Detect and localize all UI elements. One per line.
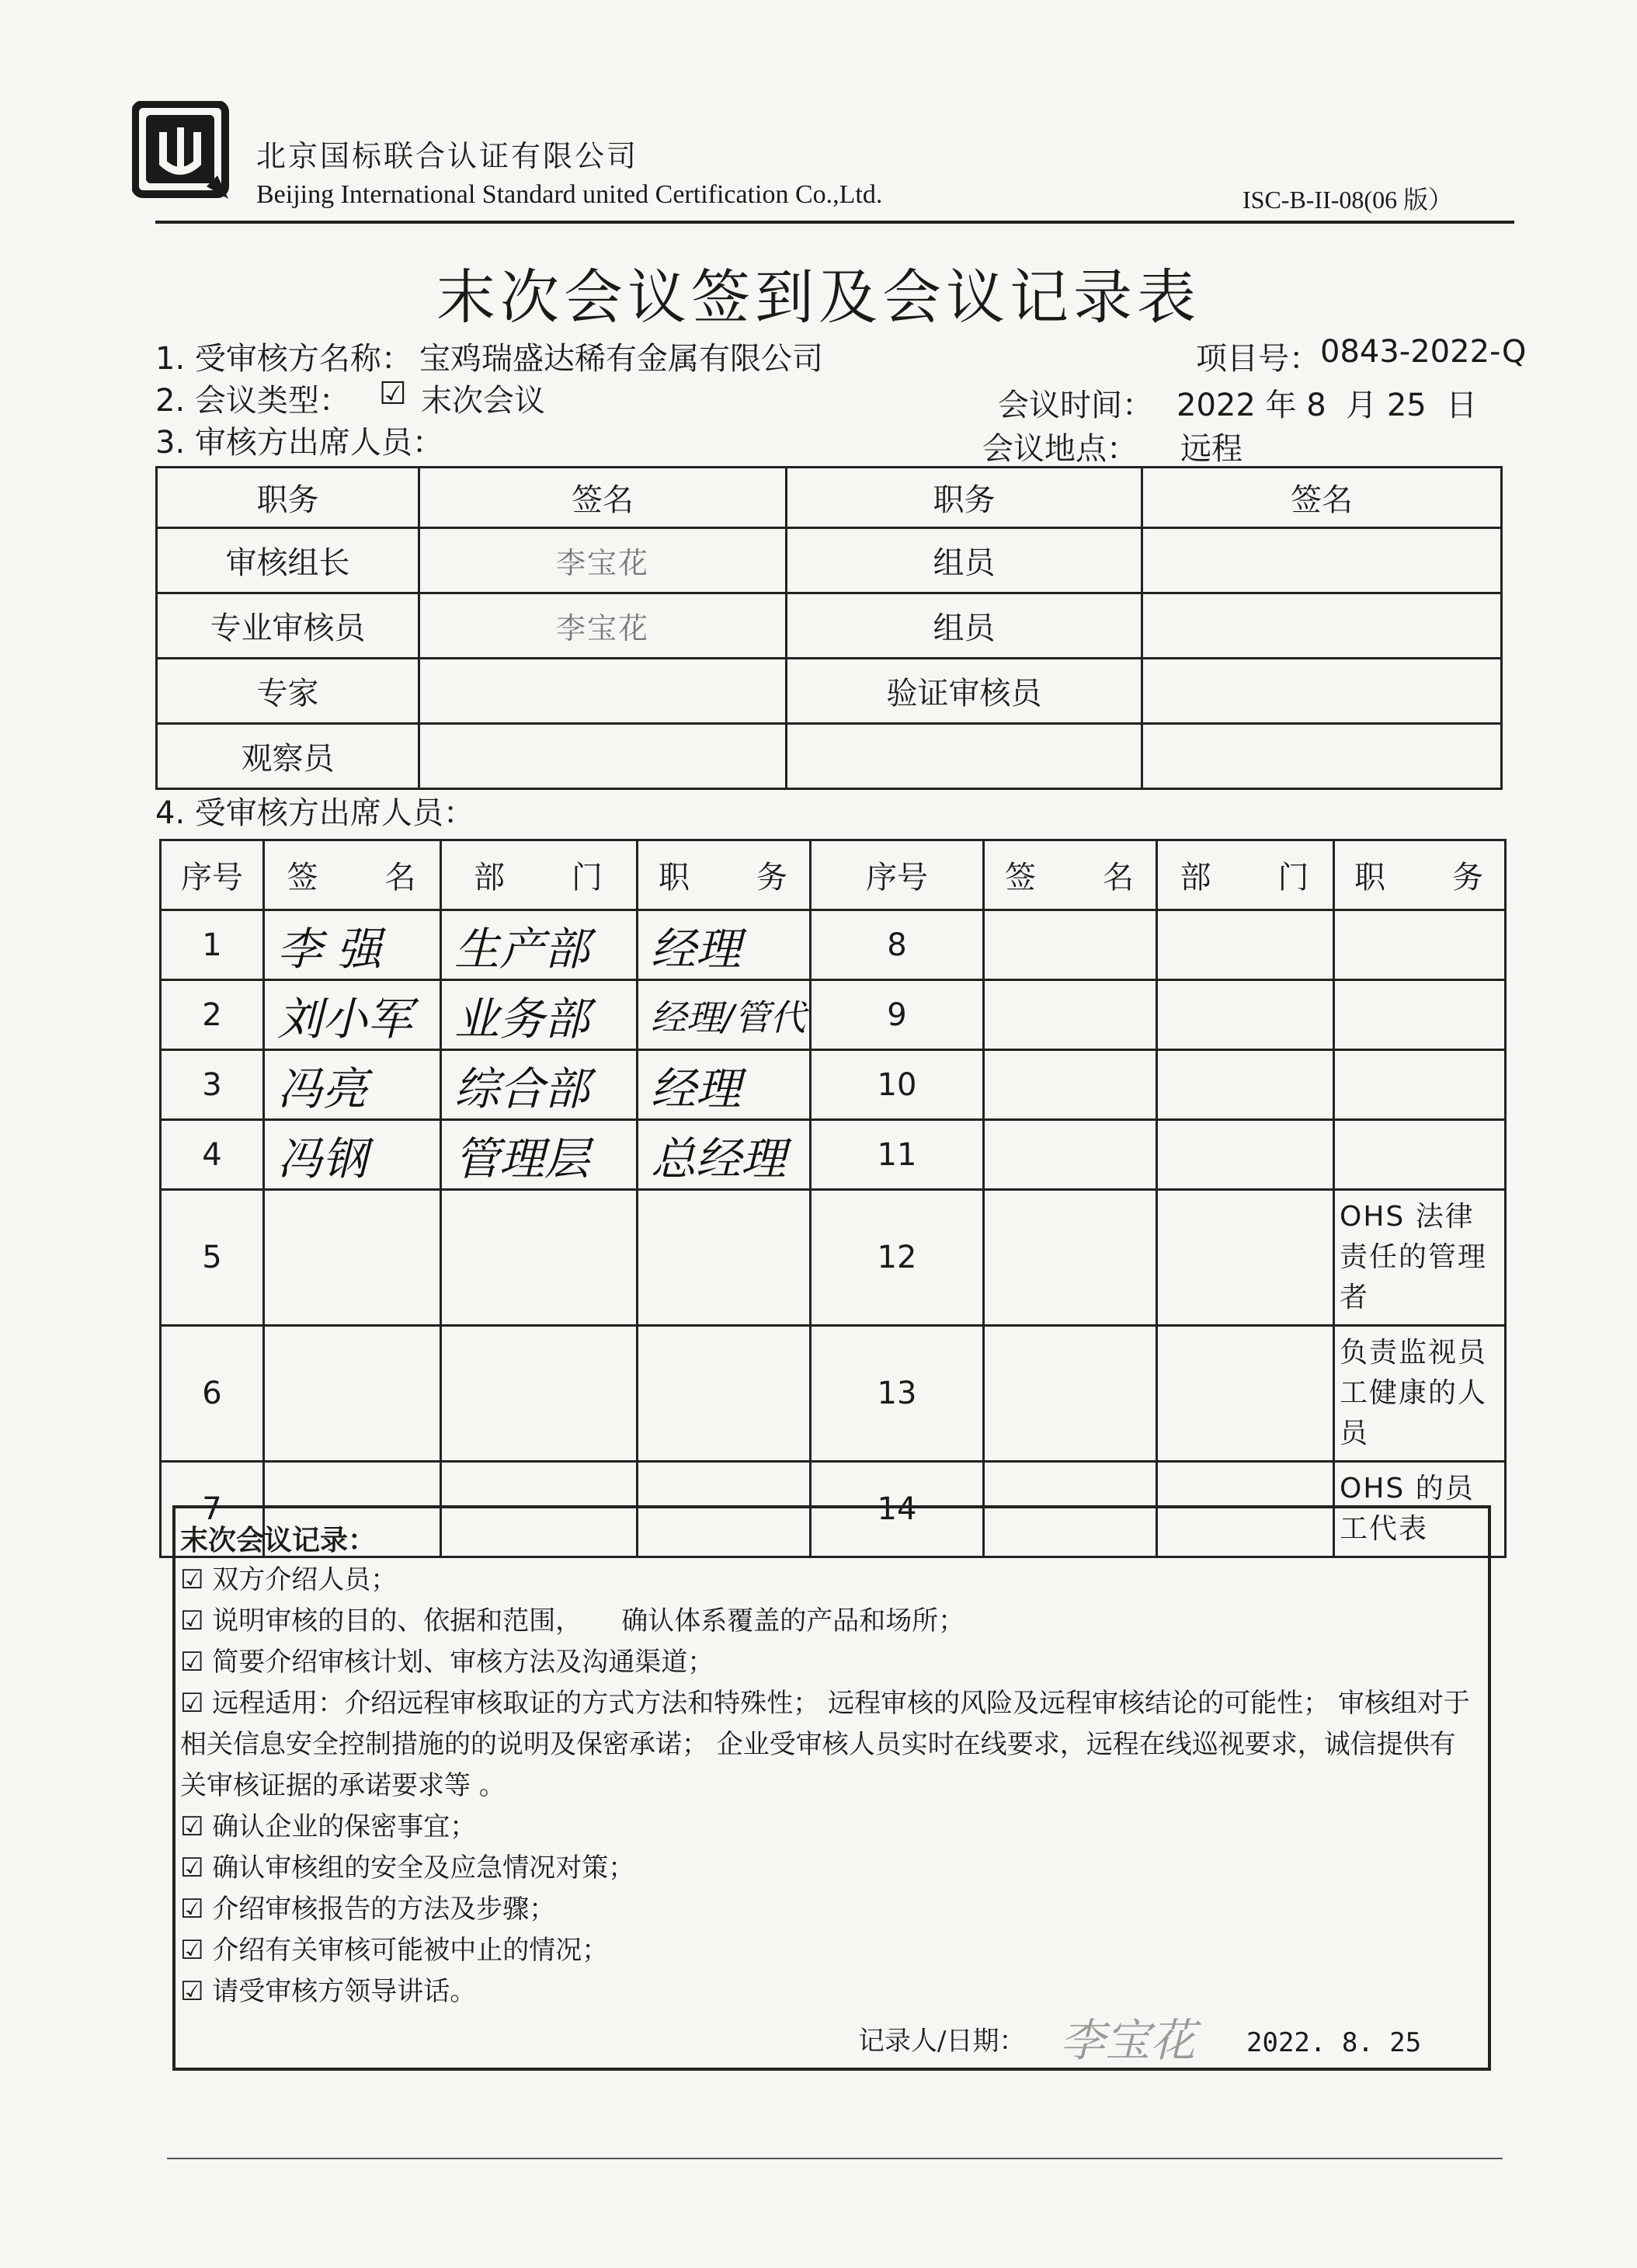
list-item: ☑ 说明审核的目的、依据和范围， 确认体系覆盖的产品和场所；: [180, 1605, 965, 1637]
list-item: ☑ 介绍审核报告的方法及步骤；: [180, 1894, 556, 1925]
department-cell: [1157, 1120, 1334, 1190]
col-header-role: 职务: [787, 468, 1142, 528]
list-item: ☑ 介绍有关审核可能被中止的情况；: [180, 1935, 609, 1966]
position-cell: [638, 1326, 811, 1462]
department-cell: [1157, 910, 1334, 980]
meeting-time-label: 会议时间：: [998, 388, 1153, 423]
table-header-row: [161, 840, 1506, 910]
project-number: 0843-2022-Q: [1320, 334, 1527, 370]
company-name-en: Beijing International Standard united Certification Co.,Ltd.: [256, 180, 883, 209]
meeting-time: 2022 年 8 月 25 日: [1176, 388, 1478, 423]
table-row: [161, 1120, 1506, 1190]
signature-cell: [1142, 528, 1502, 593]
department-cell: 生产部: [441, 910, 638, 980]
role-cell: 专业审核员: [157, 593, 419, 659]
signature-cell: [419, 724, 787, 789]
signature-cell: 李宝花: [419, 528, 787, 593]
col-header-number: 序号: [811, 840, 984, 910]
row-number: 8: [811, 910, 984, 980]
meeting-type-checkbox: ☑: [379, 376, 407, 412]
row-number: 7: [161, 1462, 264, 1557]
table-row: [161, 1326, 1506, 1462]
table-row: [161, 980, 1506, 1050]
row-number: 4: [161, 1120, 264, 1190]
role-cell: 审核组长: [157, 528, 419, 593]
department-cell: [441, 1326, 638, 1462]
table-header-row: [157, 468, 1502, 528]
signature-cell: [264, 1190, 441, 1326]
role-cell: 组员: [787, 528, 1142, 593]
department-cell: 业务部: [441, 980, 638, 1050]
meeting-type: 末次会议: [421, 383, 545, 419]
col-header-signature: 签名: [1142, 468, 1502, 528]
position-cell: OHS 法律责任的管理者: [1334, 1190, 1506, 1326]
meeting-record-list: [180, 1560, 1477, 2012]
signature-cell: [984, 1050, 1157, 1120]
col-header-department: 部 门: [441, 840, 638, 910]
department-cell: [1157, 1190, 1334, 1326]
department-cell: [1157, 1050, 1334, 1120]
list-item: ☑ 确认企业的保密事宜；: [180, 1811, 477, 1842]
signature-cell: 李 强: [264, 910, 441, 980]
department-cell: [1157, 1326, 1334, 1462]
row-number: 14: [811, 1462, 984, 1557]
footer-divider: [167, 2158, 1503, 2159]
signature-cell: [984, 1120, 1157, 1190]
row-number: 9: [811, 980, 984, 1050]
signature-cell: [264, 1326, 441, 1462]
signature-cell: [419, 659, 787, 724]
table-row: [157, 724, 1502, 789]
role-cell: 观察员: [157, 724, 419, 789]
position-cell: 经理/管代: [638, 980, 811, 1050]
department-cell: [441, 1190, 638, 1326]
table-row: [161, 910, 1506, 980]
signature-cell: [1142, 724, 1502, 789]
row-number: 3: [161, 1050, 264, 1120]
position-cell: 负责监视员工健康的人员: [1334, 1326, 1506, 1462]
department-cell: [1157, 980, 1334, 1050]
list-item: ☑ 简要介绍审核计划、审核方法及沟通渠道；: [180, 1647, 714, 1678]
col-header-signature: 签名: [419, 468, 787, 528]
role-cell: 组员: [787, 593, 1142, 659]
role-cell: 验证审核员: [787, 659, 1142, 724]
list-item: ☑ 确认审核组的安全及应急情况对策；: [180, 1852, 635, 1884]
row-number: 2: [161, 980, 264, 1050]
company-logo: [132, 101, 233, 202]
role-cell: [787, 724, 1142, 789]
page-title: 末次会议签到及会议记录表: [436, 263, 1201, 332]
list-item: ☑ 双方介绍人员；: [180, 1564, 398, 1595]
table-row: [157, 593, 1502, 659]
auditee-attendance-table: [159, 839, 1507, 1558]
table-row: [161, 1050, 1506, 1120]
col-header-position: 职 务: [1334, 840, 1506, 910]
list-item: ☑ 远程适用：介绍远程审核取证的方式方法和特殊性； 远程审核的风险及远程审核结论的可能性； 审核组对于相关信息安全控制措施的的说明及保密承诺； 企业受审核人员实时在线要求，远程在线巡视要求，诚信提供有关审核证据的承诺要求等 。: [180, 1688, 1470, 1801]
position-cell: 经理: [638, 1050, 811, 1120]
table-row: [161, 1190, 1506, 1326]
meeting-record-title: 末次会议记录：: [180, 1525, 377, 1557]
position-cell: [1334, 1050, 1506, 1120]
meeting-place: 远程: [1180, 431, 1243, 467]
signature-cell: [984, 1190, 1157, 1326]
signature-cell: [984, 980, 1157, 1050]
col-header-number: 序号: [161, 840, 264, 910]
department-cell: 综合部: [441, 1050, 638, 1120]
project-label: 项目号：: [1196, 341, 1320, 377]
col-header-signature: 签 名: [984, 840, 1157, 910]
auditor-attendees-label: 3. 审核方出席人员：: [155, 425, 443, 461]
auditee-attendees-label: 4. 受审核方出席人员：: [155, 795, 474, 831]
signature-cell: [984, 1326, 1157, 1462]
company-name-cn: 北京国标联合认证有限公司: [256, 139, 639, 173]
recorder-label: 记录人/日期：: [858, 2026, 1026, 2057]
row-number: 1: [161, 910, 264, 980]
signature-cell: 冯钢: [264, 1120, 441, 1190]
col-header-signature: 签 名: [264, 840, 441, 910]
meeting-type-label: 2. 会议类型：: [155, 383, 350, 419]
meeting-place-label: 会议地点：: [982, 431, 1138, 467]
table-row: [157, 659, 1502, 724]
header-divider: [155, 221, 1514, 224]
audited-party-label: 1. 受审核方名称：: [155, 341, 412, 377]
form-code: ISC-B-II-08(06 版）: [1243, 186, 1454, 214]
role-cell: 专家: [157, 659, 419, 724]
col-header-position: 职 务: [638, 840, 811, 910]
row-number: 10: [811, 1050, 984, 1120]
signature-cell: [1142, 659, 1502, 724]
position-cell: [638, 1190, 811, 1326]
position-cell: [1334, 1120, 1506, 1190]
table-row: [157, 528, 1502, 593]
position-cell: OHS 的员工代表: [1334, 1462, 1506, 1557]
auditor-attendance-table: [155, 466, 1503, 790]
row-number: 6: [161, 1326, 264, 1462]
col-header-role: 职务: [157, 468, 419, 528]
signature-cell: [1142, 593, 1502, 659]
audited-party-name: 宝鸡瑞盛达稀有金属有限公司: [419, 341, 823, 377]
signature-cell: 李宝花: [419, 593, 787, 659]
list-item: ☑ 请受审核方领导讲话。: [180, 1976, 477, 2007]
position-cell: [1334, 980, 1506, 1050]
position-cell: [1334, 910, 1506, 980]
signature-cell: 刘小军: [264, 980, 441, 1050]
recorder-signature: 李宝花: [1060, 2014, 1196, 2067]
signature-cell: 冯亮: [264, 1050, 441, 1120]
col-header-department: 部 门: [1157, 840, 1334, 910]
position-cell: 总经理: [638, 1120, 811, 1190]
department-cell: 管理层: [441, 1120, 638, 1190]
position-cell: 经理: [638, 910, 811, 980]
row-number: 12: [811, 1190, 984, 1326]
signature-cell: [984, 910, 1157, 980]
record-date: 2022. 8. 25: [1246, 2027, 1422, 2058]
row-number: 11: [811, 1120, 984, 1190]
row-number: 13: [811, 1326, 984, 1462]
row-number: 5: [161, 1190, 264, 1326]
